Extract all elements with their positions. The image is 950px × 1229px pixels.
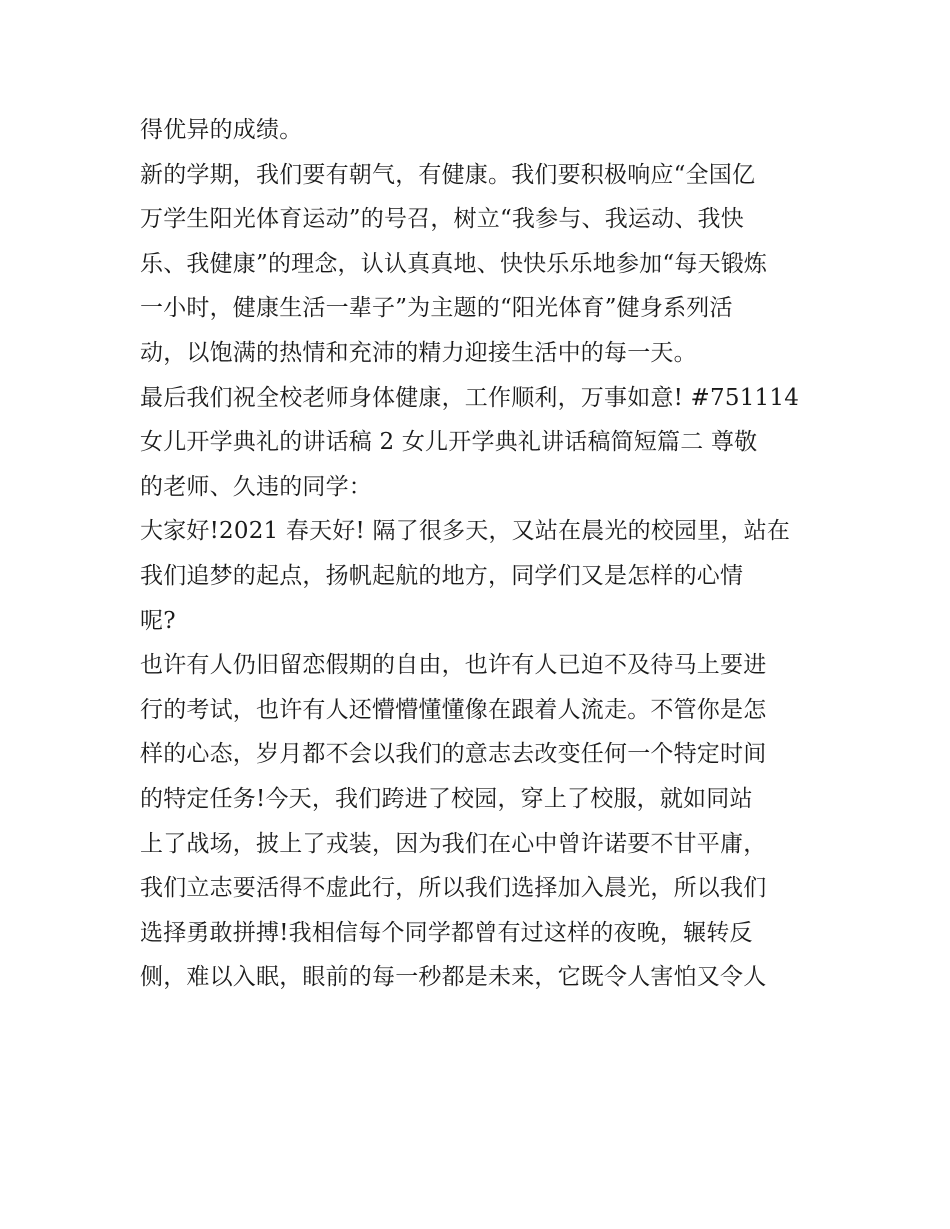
text-line: 新的学期，我们要有朝气，有健康。我们要积极响应“全国亿 bbox=[140, 161, 756, 188]
text-line: 行的考试，也许有人还懵懵懂懂像在跟着人流走。不管你是怎 bbox=[140, 696, 767, 723]
text-line: 样的心态，岁月都不会以我们的意志去改变任何一个特定时间 bbox=[140, 741, 767, 768]
text-line: 选择勇敢拼搏!我相信每个同学都曾有过这样的夜晚，辗转反 bbox=[140, 919, 753, 946]
text-line: 一小时，健康生活一辈子”为主题的“阳光体育”健身系列活 bbox=[140, 295, 733, 322]
text-line: 动，以饱满的热情和充沛的精力迎接生活中的每一天。 bbox=[140, 339, 697, 366]
text-line: 上了战场，披上了戎装，因为我们在心中曾许诺要不甘平庸， bbox=[140, 830, 767, 857]
text-line: 的老师、久违的同学： bbox=[140, 473, 372, 500]
text-line: 的特定任务!今天，我们跨进了校园，穿上了校服，就如同站 bbox=[140, 785, 753, 812]
text-line: 呢? bbox=[140, 607, 176, 634]
text-line: 也许有人仍旧留恋假期的自由，也许有人已迫不及待马上要进 bbox=[140, 652, 767, 679]
text-line: 乐、我健康”的理念，认认真真地、快快乐乐地参加“每天锻炼 bbox=[140, 250, 768, 277]
text-line: 万学生阳光体育运动”的号召，树立“我参与、我运动、我快 bbox=[140, 206, 744, 233]
text-line: 大家好!2021 春天好! 隔了很多天，又站在晨光的校园里，站在 bbox=[140, 518, 791, 545]
text-line: 我们追梦的起点，扬帆起航的地方，同学们又是怎样的心情 bbox=[140, 562, 744, 589]
text-line: 女儿开学典礼的讲话稿 2 女儿开学典礼讲话稿简短篇二 尊敬 bbox=[140, 429, 758, 456]
text-line: 得优异的成绩。 bbox=[140, 117, 303, 143]
text-line: 我们立志要活得不虚此行，所以我们选择加入晨光，所以我们 bbox=[140, 875, 767, 902]
body-text bbox=[140, 108, 820, 1000]
text-line: 侧，难以入眠，眼前的每一秒都是未来，它既令人害怕又令人 bbox=[140, 964, 767, 991]
text-line: 最后我们祝全校老师身体健康，工作顺利，万事如意! #751114 bbox=[140, 384, 800, 411]
